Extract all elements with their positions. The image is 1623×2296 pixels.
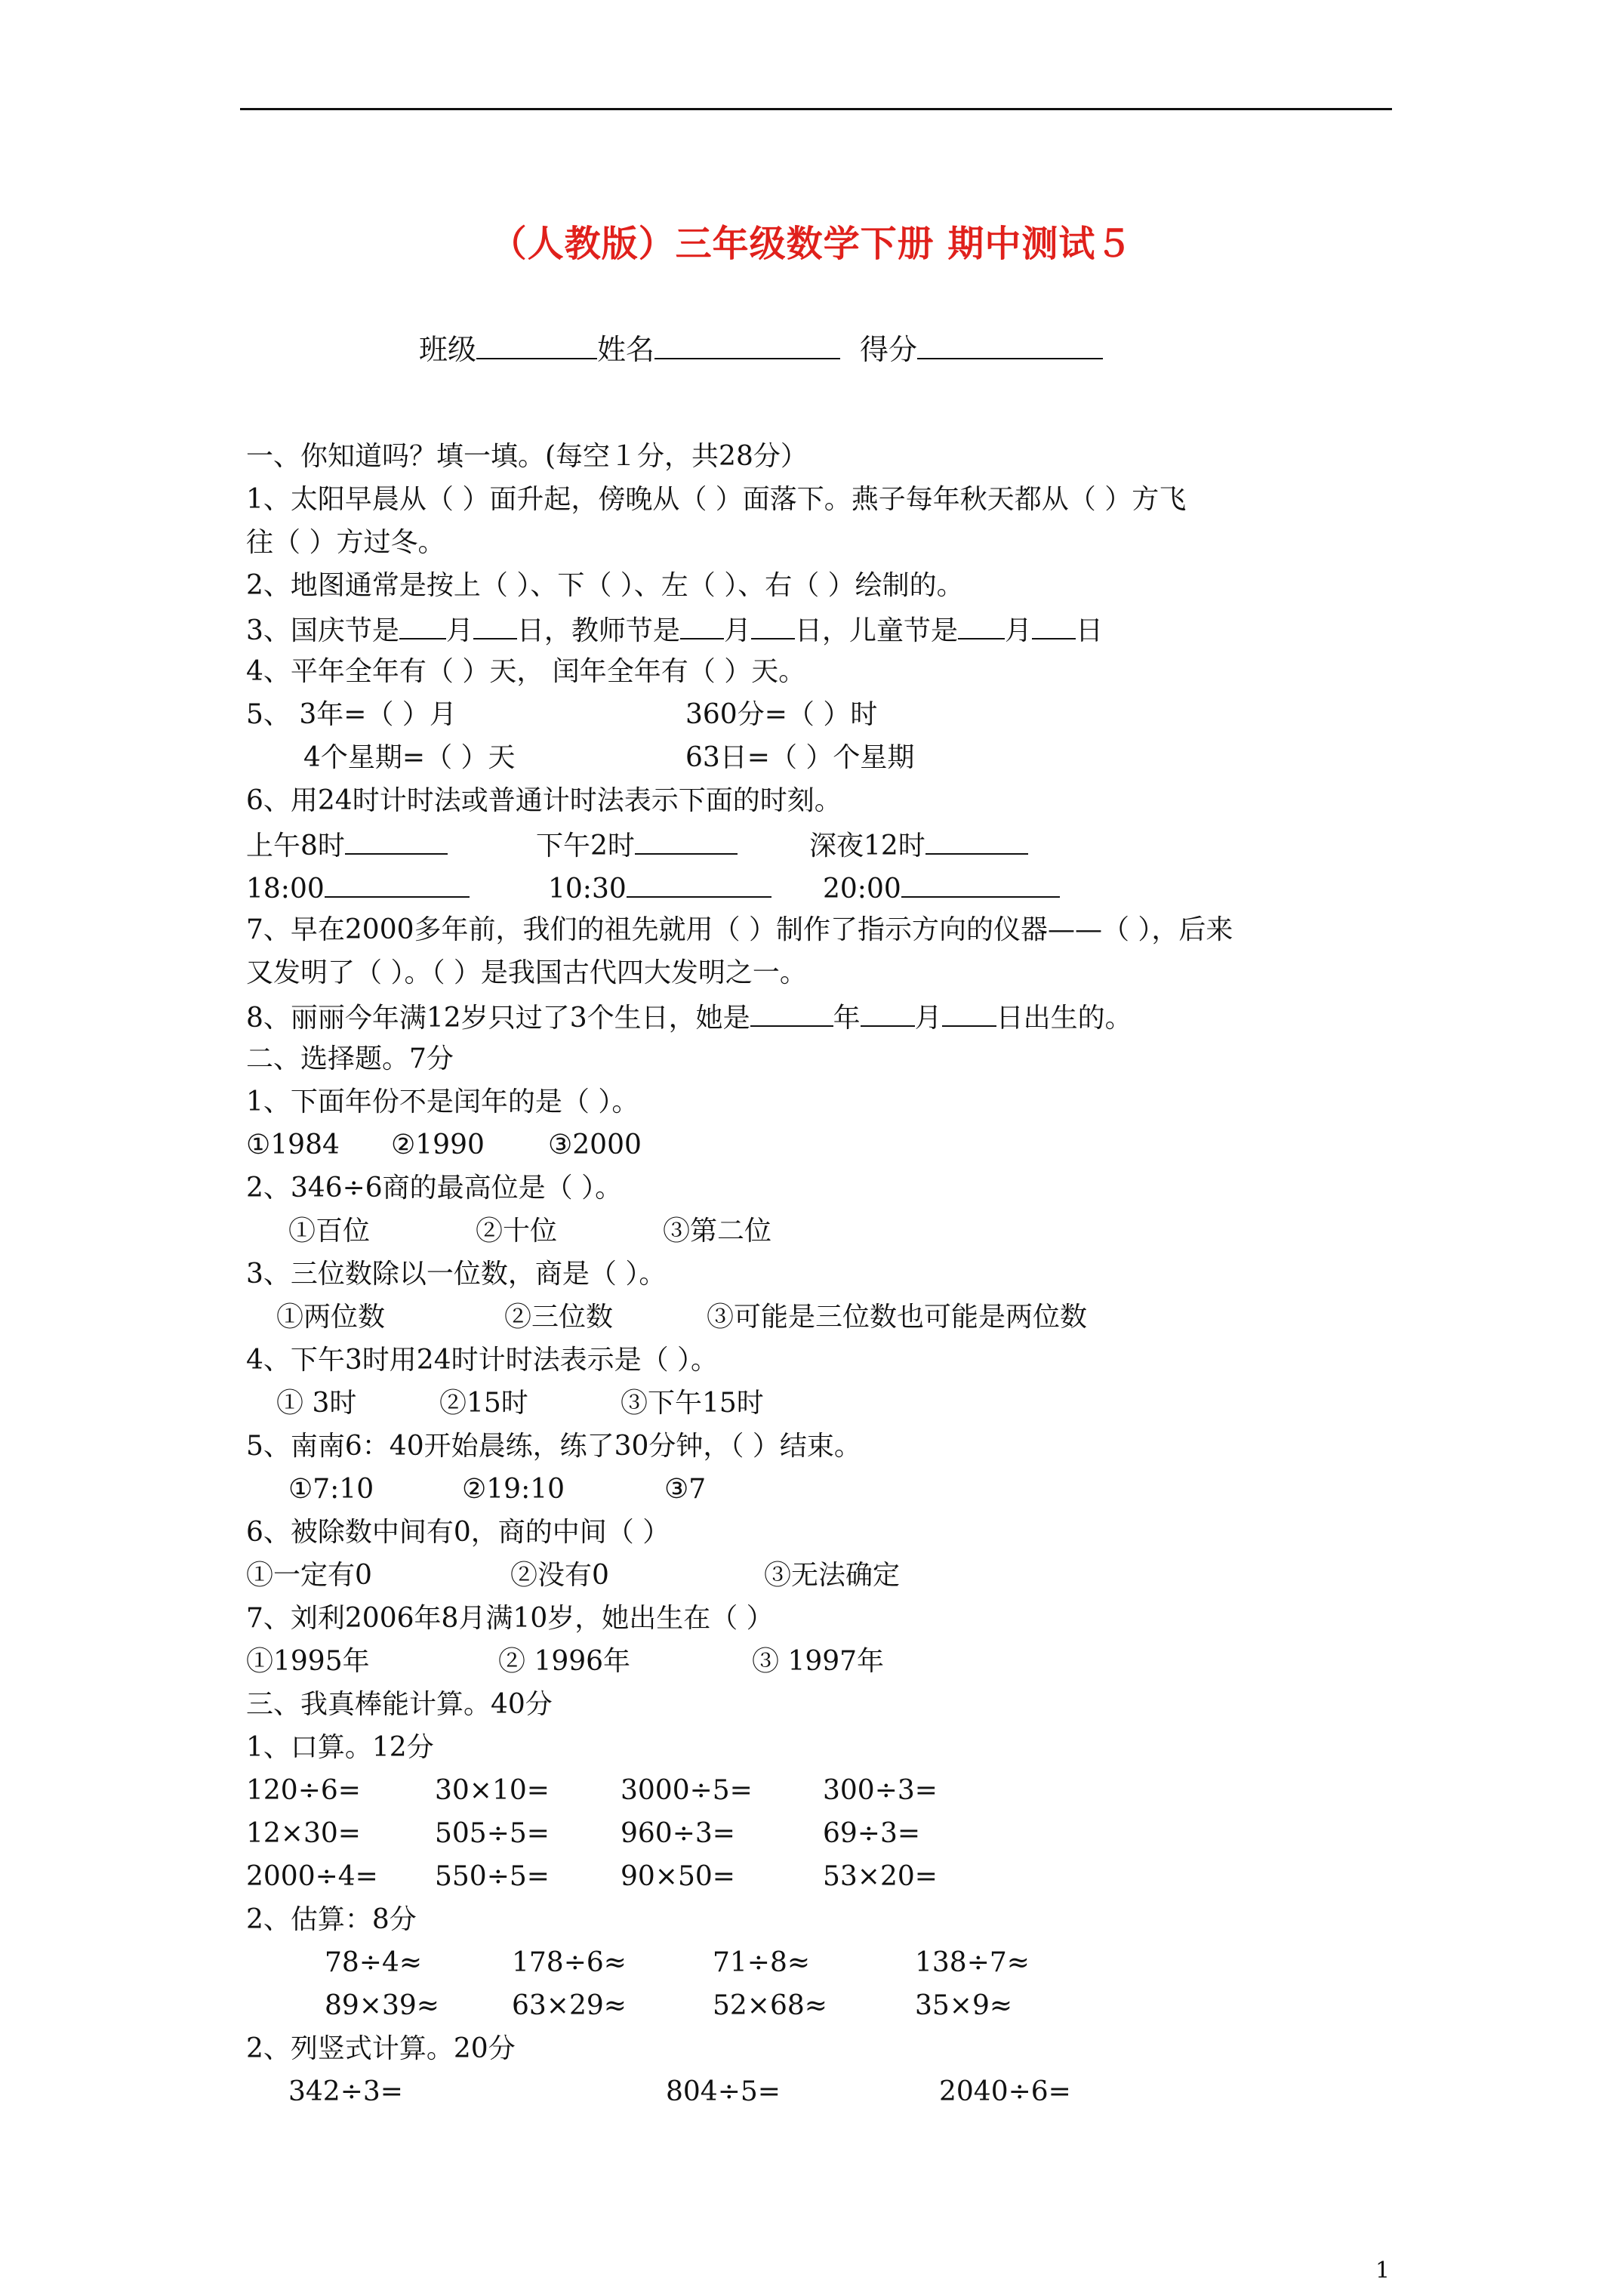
q8-blank — [861, 1000, 915, 1027]
q3-text-b: 月 — [445, 615, 473, 646]
estimate-problem: 78÷4≈ — [325, 1947, 423, 1978]
q6-item — [246, 827, 448, 863]
oral-problem: 120÷6= — [246, 1775, 361, 1806]
q6-time: 下午2时 — [536, 831, 635, 861]
q3-blank — [958, 612, 1005, 639]
choice-question: 5、南南6：40开始晨练，练了30分钟，（ ）结束。 — [246, 1431, 861, 1462]
oral-problem: 550÷5= — [435, 1861, 550, 1892]
choice-option: ②三位数 — [504, 1302, 614, 1333]
q8-text-a: 8、丽丽今年满12岁只过了3个生日，她是 — [246, 1003, 750, 1034]
q6-item — [823, 871, 1060, 906]
choice-option: ① 3时 — [276, 1388, 357, 1419]
estimate-problem: 63×29≈ — [512, 1990, 627, 2021]
oral-problem: 300÷3= — [823, 1775, 938, 1806]
question-6: 6、用24时计时法或普通计时法表示下面的时刻。 — [246, 785, 842, 816]
q3-text-f: 月 — [1004, 615, 1032, 646]
oral-problem: 90×50= — [621, 1861, 735, 1892]
q3-text-a: 3、国庆节是 — [246, 615, 399, 646]
q3-blank — [473, 612, 517, 639]
estimate-problem: 71÷8≈ — [713, 1947, 811, 1978]
q6-item — [536, 827, 738, 863]
oral-problem: 3000÷5= — [621, 1775, 753, 1806]
question-4: 4、平年全年有（ ）天， 闰年全年有（ ）天。 — [246, 656, 806, 687]
oral-problem: 2000÷4= — [246, 1861, 378, 1892]
q3-text-g: 日 — [1075, 615, 1103, 646]
choice-question: 3、三位数除以一位数，商是（ ）。 — [246, 1259, 667, 1290]
question-5b-right: 63日=（ ）个星期 — [685, 742, 915, 773]
q3-blank — [680, 612, 724, 639]
question-1-line2: 往（ ）方过冬。 — [246, 527, 445, 558]
choice-option: ②1990 — [391, 1130, 485, 1160]
q3-text-c: 日，教师节是 — [516, 615, 680, 646]
q8-text-d: 日出生的。 — [996, 1003, 1132, 1034]
estimate-problem: 138÷7≈ — [915, 1947, 1030, 1978]
oral-problem: 12×30= — [246, 1818, 361, 1849]
choice-option: ②没有0 — [510, 1560, 609, 1591]
question-8 — [246, 1000, 1132, 1035]
section3-heading: 三、我真棒能计算。40分 — [246, 1689, 553, 1720]
q6-time: 上午8时 — [246, 831, 345, 861]
header-rule — [240, 108, 1392, 110]
q6-blank — [901, 871, 1060, 898]
choice-option: ③下午15时 — [621, 1388, 764, 1419]
section1-heading: 一、你知道吗？填一填。(每空１分，共28分） — [246, 441, 808, 472]
vertical-problem: 342÷3= — [288, 2076, 403, 2107]
q6-blank — [345, 827, 448, 855]
estimate-problem: 52×68≈ — [713, 1990, 827, 2021]
oral-heading: 1、口算。12分 — [246, 1732, 434, 1763]
oral-problem: 30×10= — [435, 1775, 550, 1806]
q6-time: 深夜12时 — [809, 831, 925, 861]
page-number: 1 — [1375, 2257, 1390, 2284]
q3-blank — [751, 612, 795, 639]
choice-option: ③2000 — [548, 1130, 642, 1160]
name-label: 姓名 — [597, 333, 655, 366]
q6-time: 18:00 — [246, 874, 325, 905]
q6-blank — [925, 827, 1028, 855]
question-7-line1: 7、早在2000多年前，我们的祖先就用（ ）制作了指示方向的仪器——（ ），后来 — [246, 914, 1233, 945]
estimate-problem: 178÷6≈ — [512, 1947, 627, 1978]
choice-option: ①7:10 — [288, 1474, 374, 1505]
class-blank — [476, 331, 597, 359]
estimate-problem: 35×9≈ — [915, 1990, 1013, 2021]
q6-time: 20:00 — [823, 874, 901, 905]
vertical-heading: 2、列竖式计算。20分 — [246, 2033, 516, 2064]
score-blank — [917, 331, 1103, 359]
choice-question: 1、下面年份不是闰年的是（ ）。 — [246, 1086, 639, 1117]
name-blank — [654, 331, 840, 359]
choice-option: ①百位 — [288, 1216, 371, 1247]
oral-problem: 69÷3= — [823, 1818, 921, 1849]
estimate-heading: 2、估算：8分 — [246, 1904, 417, 1935]
choice-question: 2、346÷6商的最高位是（ ）。 — [246, 1173, 623, 1203]
choice-option: ②19:10 — [462, 1474, 565, 1505]
q3-text-e: 日，儿童节是 — [794, 615, 958, 646]
oral-problem: 53×20= — [823, 1861, 938, 1892]
estimate-problem: 89×39≈ — [325, 1990, 439, 2021]
choice-option: ①一定有0 — [246, 1560, 372, 1591]
choice-option: ③第二位 — [663, 1216, 772, 1247]
choice-option: ② 1996年 — [498, 1646, 631, 1677]
q6-item — [548, 871, 771, 906]
question-1-line1: 1、太阳早晨从（ ）面升起，傍晚从（ ）面落下。燕子每年秋天都从（ ）方飞 — [246, 484, 1187, 515]
q3-text-d: 月 — [723, 615, 751, 646]
oral-problem: 960÷3= — [621, 1818, 735, 1849]
q8-blank — [750, 1000, 833, 1027]
q8-text-c: 月 — [914, 1003, 942, 1034]
question-5a-right: 360分=（ ）时 — [685, 699, 878, 730]
score-label: 得分 — [860, 333, 918, 366]
choice-option: ②15时 — [439, 1388, 528, 1419]
choice-option: ③ 1997年 — [752, 1646, 885, 1677]
q6-time: 10:30 — [548, 874, 627, 905]
question-5a-left: 5、 3年=（ ）月 — [246, 699, 457, 730]
q6-blank — [627, 871, 771, 898]
choice-question: 6、被除数中间有0，商的中间（ ） — [246, 1517, 670, 1548]
choice-option: ③无法确定 — [764, 1560, 901, 1591]
q6-blank — [635, 827, 738, 855]
choice-option: ①1995年 — [246, 1646, 370, 1677]
question-5b-left: 4个星期=（ ）天 — [303, 742, 516, 773]
q6-item — [809, 827, 1028, 863]
q3-blank — [399, 612, 446, 639]
choice-question: 7、刘利2006年8月满10岁，她出生在（ ） — [246, 1603, 774, 1634]
vertical-problem: 2040÷6= — [939, 2076, 1071, 2107]
question-3 — [246, 612, 1103, 648]
q3-blank — [1032, 612, 1076, 639]
question-2: 2、地图通常是按上（ ）、下（ ）、左（ ）、右（ ）绘制的。 — [246, 570, 964, 601]
choice-question: 4、下午3时用24时计时法表示是（ ）。 — [246, 1345, 719, 1376]
class-label: 班级 — [419, 333, 477, 366]
choice-option: ②十位 — [476, 1216, 558, 1247]
q6-blank — [325, 871, 470, 898]
q6-item — [246, 871, 470, 906]
q8-blank — [942, 1000, 996, 1027]
choice-option: ③可能是三位数也可能是两位数 — [707, 1302, 1088, 1333]
question-7-line2: 又发明了（ ）。（ ）是我国古代四大发明之一。 — [246, 957, 807, 988]
choice-option: ①两位数 — [276, 1302, 386, 1333]
section2-heading: 二、选择题。7分 — [246, 1043, 454, 1074]
choice-option: ①1984 — [246, 1130, 340, 1160]
oral-problem: 505÷5= — [435, 1818, 550, 1849]
page-title: （人教版）三年级数学下册 期中测试５ — [490, 223, 1133, 265]
vertical-problem: 804÷5= — [666, 2076, 781, 2107]
student-info-line — [419, 326, 1103, 368]
q8-text-b: 年 — [833, 1003, 861, 1034]
choice-option: ③7 — [664, 1474, 707, 1505]
